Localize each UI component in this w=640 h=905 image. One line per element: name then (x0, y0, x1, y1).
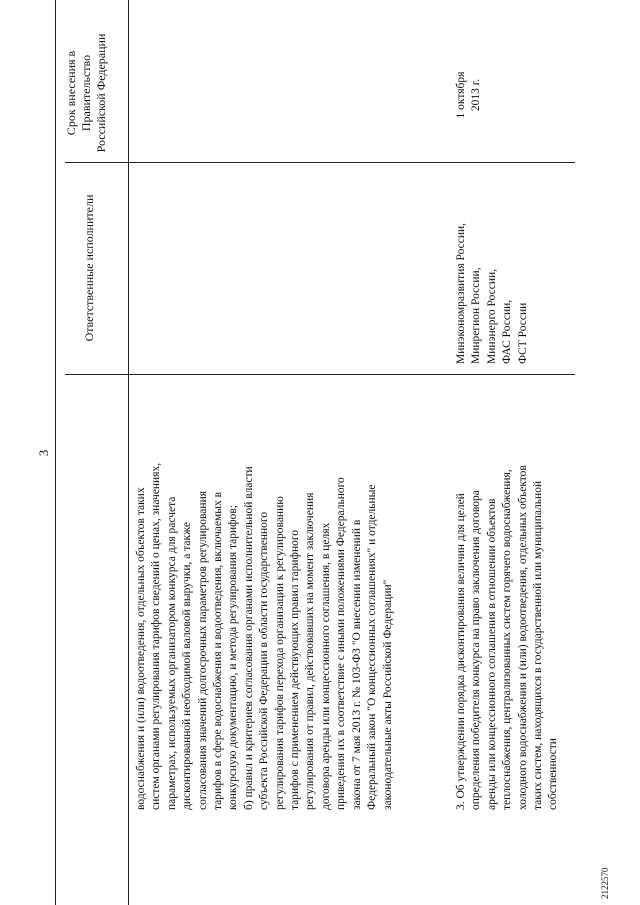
text-line: Минэкономразвития России, (455, 222, 467, 364)
text-line: договора аренды или концессионного соглашения, в целях (319, 522, 332, 810)
text-line: Минрегион России, (470, 267, 483, 364)
text-line: ФАС России, (501, 299, 514, 364)
text-line: ФСТ России (516, 302, 529, 364)
text-line: холодного водоснабжения и (или) водоотведения, отдельных объектов (516, 465, 529, 810)
document-id: 2122570 (600, 867, 610, 899)
text-line: б) правил и критериев согласования органами исполнительной власти (242, 466, 255, 810)
task-3-executors (454, 223, 531, 364)
text-line: 2013 г. (470, 78, 483, 112)
text-line: дисконтированной необходимой валовой выручки, а также (181, 522, 194, 810)
text-line: закона от 7 мая 2013 г. № 103-ФЗ "О внесении изменений в (350, 519, 363, 810)
text-line: аренды или концессионного соглашения в отношении объектов (485, 498, 498, 810)
text-line: субъекта Российской Федерации в области государственного (258, 511, 271, 810)
text-line: конкурсную документацию, и метода регулирования тарифов; (227, 505, 240, 810)
task-3-deadline (454, 45, 485, 145)
task-3-text (454, 465, 562, 810)
text-line: регулирования от правил, действовавших на момент заключения (304, 492, 317, 810)
task-text-continuation (134, 463, 396, 810)
table-top-rule (55, 0, 56, 905)
text-line: согласования значений долгосрочных параметров регулирования (196, 490, 209, 810)
text-line: водоснабжения и (или) водоотведения, отдельных объектов таких (135, 487, 147, 810)
header-executors: Ответственные исполнители (82, 194, 96, 342)
text-line: тарифов в сфере водоснабжения и водоотведения, включаемых в (212, 491, 225, 810)
page-number: 3 (36, 449, 51, 457)
text-line: определения победителя конкурса на право заключения договора (470, 490, 483, 810)
text-line: 1 октября (455, 71, 467, 119)
header-deadline: Срок внесения в Правительство Российской Федерации (64, 33, 108, 153)
text-line: теплоснабжения, централизованных систем горячего водоснабжения, (501, 469, 514, 810)
text-line: таких систем, находящихся в государственной или муниципальной (532, 480, 545, 810)
text-line: систем органами регулирования тарифов сведений о ценах, значениях, (150, 462, 163, 810)
text-line: Федеральный закон "О концессионных соглашениях" и отдельные (366, 484, 379, 810)
text-line: регулирования тарифов перехода организации к регулированию (273, 496, 286, 810)
text-line: законодательные акты Российской Федерации" (381, 579, 394, 810)
text-line: приведения их в соответствие с иными положениями Федерального (335, 477, 348, 810)
header-bottom-rule (128, 0, 129, 905)
text-line: 3. Об утверждении порядка дисконтирования величин для целей (455, 493, 467, 810)
column-divider-2 (65, 162, 575, 163)
text-line: Минэнерго России, (485, 268, 498, 364)
text-line: тарифов с применением действующих правил тарифного (289, 529, 302, 810)
text-line: собственности (547, 738, 560, 810)
column-divider-1 (65, 374, 575, 375)
text-line: параметрах, используемых организатором конкурса для расчета (165, 496, 178, 810)
